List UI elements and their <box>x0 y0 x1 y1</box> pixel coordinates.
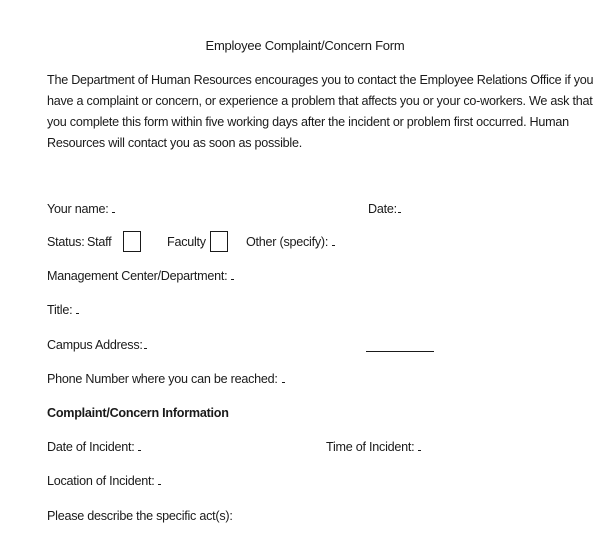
your-name-label: Your name: <box>47 202 109 216</box>
form-title: Employee Complaint/Concern Form <box>205 38 405 53</box>
staff-label: Staff <box>87 235 112 249</box>
phone-label: Phone Number where you can be reached: <box>47 372 278 386</box>
status-label: Status: <box>47 235 85 249</box>
staff-option <box>87 235 111 249</box>
date-row <box>368 202 401 216</box>
date-field[interactable] <box>398 203 401 213</box>
management-row <box>47 269 234 283</box>
your-name-row <box>47 202 115 216</box>
date-of-incident-row <box>47 440 141 454</box>
location-of-incident-row <box>47 474 161 488</box>
other-field[interactable] <box>332 236 335 246</box>
faculty-checkbox[interactable] <box>210 231 228 252</box>
faculty-label: Faculty <box>167 235 206 249</box>
other-option <box>246 235 335 249</box>
title-field[interactable] <box>76 304 79 314</box>
date-of-incident-field[interactable] <box>138 441 141 451</box>
intro-line: you complete this form within five working days after the incident or problem first occurred. Human <box>47 115 569 129</box>
date-of-incident-label: Date of Incident: <box>47 440 135 454</box>
intro-line: The Department of Human Resources encourages you to contact the Employee Relations Office if you <box>47 73 594 87</box>
section-heading: Complaint/Concern Information <box>47 406 229 420</box>
intro-line: have a complaint or concern, or experience a problem that affects you or your co-workers. We ask that <box>47 94 593 108</box>
campus-address-underline[interactable] <box>366 351 434 352</box>
describe-acts-label: Please describe the specific act(s): <box>47 509 233 523</box>
phone-row <box>47 372 285 386</box>
intro-line: Resources will contact you as soon as possible. <box>47 136 302 150</box>
staff-checkbox[interactable] <box>123 231 141 252</box>
title-label: Title: <box>47 303 73 317</box>
status-row <box>47 235 84 249</box>
describe-acts-row <box>47 509 233 523</box>
your-name-field[interactable] <box>112 203 115 213</box>
title-row <box>47 303 79 317</box>
management-label: Management Center/Department: <box>47 269 228 283</box>
time-of-incident-row <box>326 440 421 454</box>
phone-field[interactable] <box>282 373 285 383</box>
faculty-option <box>167 235 206 249</box>
time-of-incident-label: Time of Incident: <box>326 440 415 454</box>
campus-address-row <box>47 338 147 352</box>
date-label: Date: <box>368 202 397 216</box>
management-field[interactable] <box>231 270 234 280</box>
campus-address-field[interactable] <box>144 339 147 349</box>
time-of-incident-field[interactable] <box>418 441 421 451</box>
other-label: Other (specify): <box>246 235 329 249</box>
campus-address-label: Campus Address: <box>47 338 143 352</box>
intro-paragraph <box>47 70 594 154</box>
location-of-incident-field[interactable] <box>158 475 161 485</box>
location-of-incident-label: Location of Incident: <box>47 474 155 488</box>
